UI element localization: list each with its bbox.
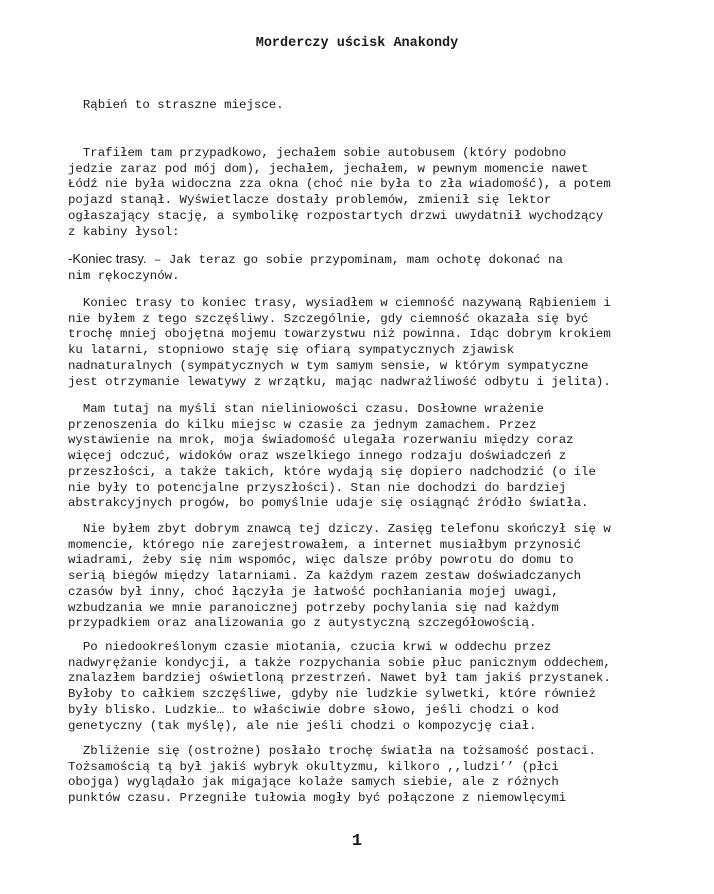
document-title: Morderczy uścisk Anakondy xyxy=(255,36,459,51)
paragraph-8: Zbliżenie się (ostrożne) posłało trochę światła na tożsamość postaci. Tożsamością tą był jakiś wybryk okultyzmu, kilkoro ,,ludzi’’ (płci obojga) wyglądało jak migające kolaże samych siebie, ale z różnych punktów czasu. Przegniłe tułowia mogły być połączone z niemowlęcymi xyxy=(68,744,596,806)
dialog-lead: -Koniec trasy. xyxy=(68,251,147,266)
page-number: 1 xyxy=(351,832,363,851)
dialog-rest: – Jak teraz go sobie przypominam, mam ochotę dokonać na nim rękoczynów. xyxy=(68,253,563,283)
paragraph-7: Po niedookreślonym czasie miotania, czucia krwi w oddechu przez nadwyrężanie kondycji, a także rozpychania sobie płuc panicznym oddechem, znalazłem bardziej oświetloną przestrzeń. Nawet był tam jakiś przystanek. Byłoby to całkiem szczęśliwe, gdyby nie ludzkie sylwetki, które również były blisko. Ludzkie… to właściwie dobre słowo, jeśli chodzi o kod genetyczny (tak myślę), ale nie jeśli chodzi o kompozycję ciał. xyxy=(68,640,611,733)
paragraph-3 xyxy=(68,251,658,284)
paragraph-6: Nie byłem zbyt dobrym znawcą tej dziczy. Zasięg telefonu skończył się w momencie, którego nie zarejestrowałem, a internet musiałbym przynosić wiadrami, żeby się nim wspomóc, więc dalsze próby powrotu do domu to serią biegów między latarniami. Za każdym razem zestaw doświadczanych czasów był inny, choć łączyła je łatwość pochłaniania mojej uwagi, wzbudzania we mnie paranoicznej potrzeby pochylania się nad każdym przypadkiem oraz analizowania go z autystyczną szczegółowością. xyxy=(68,522,611,631)
paragraph-5: Mam tutaj na myśli stan nieliniowości czasu. Dosłowne wrażenie przenoszenia do kilku miejsc w czasie za jednym zamachem. Przez wystawienie na mrok, moja świadomość ulegała rozerwaniu między coraz więcej odczuć, widoków oraz wszelkiego innego rodzaju doświadczeń z przeszłości, a także takich, które wydają się dopiero nadchodzić (o ile nie były to potencjalne przyszłości). Stan nie dochodzi do bardziej abstrakcyjnych progów, bo pomyślnie udaje się osiągnąć źródło światła. xyxy=(68,402,596,511)
paragraph-4: Koniec trasy to koniec trasy, wysiadłem w ciemność nazywaną Rąbieniem i nie byłem z tego szczęśliwy. Szczególnie, gdy ciemność okazała się być trochę mniej obojętna mojemu towarzystwu niż powinna. Idąc dobrym krokiem ku latarni, stopniowo staję się ofiarą sympatycznych zjawisk nadnaturalnych (sympatycznych w tym samym sensie, w którym sympatyczne jest otrzymanie lewatywy z wrzątku, mając nadwrażliwość odbytu i jelita). xyxy=(68,296,611,389)
paragraph-1: Rąbień to straszne miejsce. xyxy=(68,98,284,112)
paragraph-2: Trafiłem tam przypadkowo, jechałem sobie autobusem (który podobno jedzie zaraz pod mój dom), jechałem, jechałem, w pewnym momencie nawet Łódź nie była widoczna zza okna (choć nie była to zła wiadomość), a potem pojazd stanął. Wyświetlacze dostały problemów, zmienił się lektor ogłaszający stację, a symbolikę rozpostartych drzwi uwydatnił wychodzący z kabiny łysol: xyxy=(68,146,611,239)
